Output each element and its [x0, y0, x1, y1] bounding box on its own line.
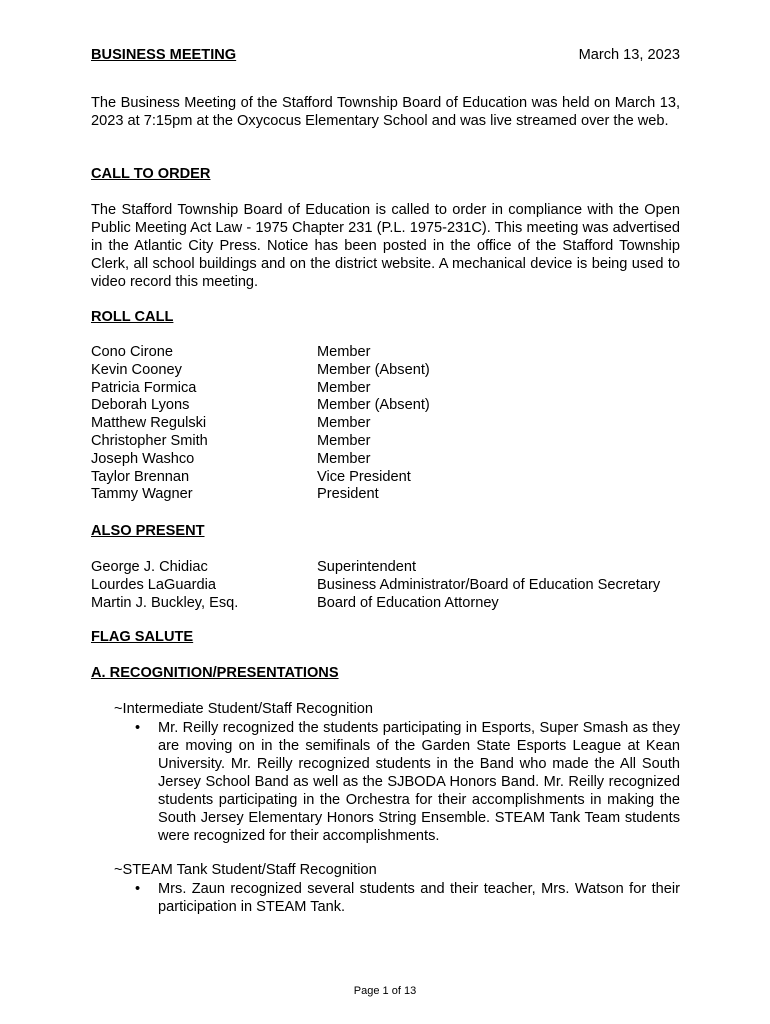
attendee-name: Lourdes LaGuardia	[91, 576, 216, 593]
member-role: Member	[317, 379, 371, 396]
roll-call-row	[91, 486, 680, 504]
roll-call-list	[91, 344, 680, 504]
call-to-order-heading: CALL TO ORDER	[91, 166, 211, 182]
member-role: Member	[317, 415, 371, 432]
also-present-row	[91, 595, 680, 613]
recognition-subheading-steam: ~STEAM Tank Student/Staff Recognition	[114, 862, 377, 878]
attendee-name: George J. Chidiac	[91, 559, 208, 575]
roll-call-row	[91, 344, 680, 362]
list-item	[135, 880, 680, 916]
flag-salute-heading: FLAG SALUTE	[91, 629, 194, 645]
member-role: President	[317, 486, 379, 503]
member-role: Member (Absent)	[317, 361, 430, 378]
member-role: Member	[317, 344, 371, 360]
also-present-heading: ALSO PRESENT	[91, 523, 205, 539]
recognition-subheading-intermediate: ~Intermediate Student/Staff Recognition	[114, 701, 373, 717]
list-item	[135, 719, 680, 845]
member-name: Cono Cirone	[91, 344, 173, 360]
roll-call-row	[91, 380, 680, 398]
recognition-heading: A. RECOGNITION/PRESENTATIONS	[91, 665, 339, 681]
member-role: Member	[317, 432, 371, 449]
page-number: Page 1 of 13	[353, 985, 417, 997]
attendee-role: Business Administrator/Board of Education Secretary	[317, 576, 661, 593]
member-name: Kevin Cooney	[91, 361, 182, 378]
header	[91, 47, 680, 67]
attendee-role: Board of Education Attorney	[317, 594, 499, 611]
member-name: Matthew Regulski	[91, 415, 207, 432]
roll-call-row	[91, 433, 680, 451]
member-name: Taylor Brennan	[91, 468, 190, 485]
meeting-title: BUSINESS MEETING	[91, 47, 237, 63]
member-name: Tammy Wagner	[91, 486, 193, 503]
roll-call-row	[91, 451, 680, 469]
member-role: Vice President	[317, 468, 411, 485]
roll-call-row	[91, 362, 680, 380]
also-present-list	[91, 559, 680, 612]
member-name: Deborah Lyons	[91, 397, 190, 414]
member-name: Joseph Washco	[91, 450, 195, 467]
roll-call-row	[91, 469, 680, 487]
also-present-row	[91, 559, 680, 577]
roll-call-row	[91, 397, 680, 415]
member-role: Member	[317, 450, 371, 467]
roll-call-heading: ROLL CALL	[91, 309, 174, 325]
intro-paragraph: The Business Meeting of the Stafford Township Board of Education was held on March 13, 2023 at 7:15pm at the Oxycocus Elementary School and was live streamed over the web.	[91, 95, 680, 129]
member-name: Patricia Formica	[91, 379, 197, 396]
bullet-icon: •	[135, 720, 141, 736]
call-to-order-text: The Stafford Township Board of Education is called to order in compliance with the Open Public Meeting Act Law - 1975 Chapter 231 (P.L. 1975-231C). This meeting was advertised in the Atlantic City Press. Notice has been posted in the office of the Stafford Township Clerk, all school buildings and on the district website. A mechanical device is being used to video record this meeting.	[91, 202, 680, 290]
recognition-bullet-text: Mr. Reilly recognized the students participating in Esports, Super Smash as they are moving on in the semifinals of the Garden State Esports League at Kean University. Mr. Reilly recognized students in the Band who made the All South Jersey School Band as well as the SJBODA Honors Band. Mr. Reilly recognized students participating in the Orchestra for their accomplishments in making the South Jersey Elementary Honors String Ensemble. STEAM Tank Team students were recognized for their accomplishments.	[158, 720, 680, 844]
attendee-role: Superintendent	[317, 559, 416, 575]
attendee-name: Martin J. Buckley, Esq.	[91, 594, 239, 611]
also-present-row	[91, 577, 680, 595]
bullet-icon: •	[135, 881, 141, 897]
member-name: Christopher Smith	[91, 432, 208, 449]
meeting-date: March 13, 2023	[578, 47, 680, 63]
recognition-bullet-text: Mrs. Zaun recognized several students and their teacher, Mrs. Watson for their participation in STEAM Tank.	[158, 881, 680, 915]
member-role: Member (Absent)	[317, 397, 430, 414]
roll-call-row	[91, 415, 680, 433]
